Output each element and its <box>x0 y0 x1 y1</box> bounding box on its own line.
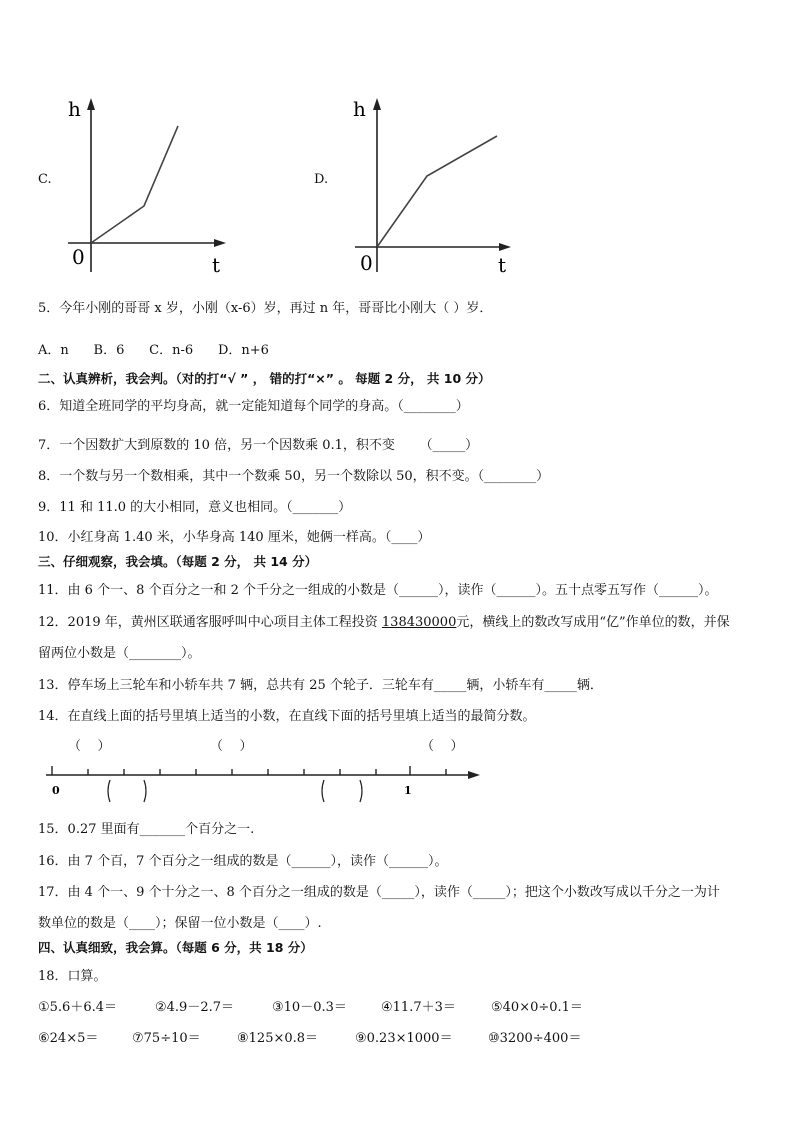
graph-d <box>345 92 525 277</box>
question-18: 18．口算。 <box>38 969 107 984</box>
option-d-label: D. <box>314 172 329 187</box>
graph-d-origin: 0 <box>360 251 373 275</box>
number-line-one: 1 <box>404 784 412 797</box>
question-5-options: A．n B．6 C．n-6 D．n+6 <box>38 343 269 358</box>
calc-4: ④11.7＋3＝ <box>381 1000 456 1015</box>
graph-d-axis-t: t <box>498 253 507 277</box>
question-12-text-b: 元，横线上的数改写成用“亿”作单位的数，并保 <box>456 615 730 630</box>
number-line-bottom-brackets <box>108 780 362 802</box>
section-4-title: 四、认真细致，我会算。（每题 6 分，共 18 分） <box>38 940 313 955</box>
calc-6: ⑥24×5＝ <box>38 1031 99 1046</box>
question-6: 6．知道全班同学的平均身高，就一定能知道每个同学的身高。（________） <box>38 399 469 414</box>
question-17-continued: 数单位的数是（____）；保留一位小数是（____）. <box>38 916 322 931</box>
question-12-number: 138430000 <box>381 615 457 630</box>
number-line <box>40 760 490 805</box>
calc-7: ⑦75÷10＝ <box>132 1031 201 1046</box>
calc-10: ⑩3200÷400＝ <box>488 1031 582 1046</box>
question-10: 10．小红身高 1.40 米，小华身高 140 厘米，她俩一样高。（____） <box>38 530 431 545</box>
graph-c-line <box>91 126 178 243</box>
number-line-zero: 0 <box>52 784 60 797</box>
number-line-paren-top-2: （ ） <box>210 739 253 754</box>
number-line-paren-top-1: （ ） <box>68 739 111 754</box>
question-8: 8．一个数与另一个数相乘，其中一个数乘 50，另一个数除以 50，积不变。（________） <box>38 469 550 484</box>
graph-c <box>60 92 240 277</box>
question-5: 5．今年小刚的哥哥 x 岁，小刚（x-6）岁，再过 n 年，哥哥比小刚大（ ）岁． <box>38 301 493 316</box>
section-3-title: 三、仔细观察，我会填。（每题 2 分， 共 14 分） <box>38 554 318 569</box>
question-11: 11．由 6 个一、8 个百分之一和 2 个千分之一组成的小数是（______），读作（______）。五十点零五写作（______）。 <box>38 583 718 598</box>
calc-5: ⑤40×0÷0.1＝ <box>491 1000 583 1015</box>
number-line-paren-top-3: （ ） <box>421 739 464 754</box>
graph-c-origin: 0 <box>72 245 85 269</box>
calc-8: ⑧125×0.8＝ <box>237 1031 319 1046</box>
question-9: 9．11 和 11.0 的大小相同，意义也相同。（_______） <box>38 500 352 515</box>
question-12 <box>38 611 730 630</box>
question-14: 14．在直线上面的括号里填上适当的小数，在直线下面的括号里填上适当的最简分数。 <box>38 709 536 724</box>
calc-9: ⑨0.23×1000＝ <box>355 1031 453 1046</box>
question-7: 7．一个因数扩大到原数的 10 倍，另一个因数乘 0.1，积不变 （_____） <box>38 438 479 453</box>
graph-c-axis-h: h <box>68 97 81 121</box>
graph-d-line <box>377 136 497 247</box>
question-13: 13．停车场上三轮车和小轿车共 7 辆，总共有 25 个轮子．三轮车有_____辆，小轿车有_____辆． <box>38 678 603 693</box>
calc-3: ③10－0.3＝ <box>272 1000 347 1015</box>
question-15: 15．0.27 里面有_______个百分之一. <box>38 822 255 837</box>
graph-d-axis-h: h <box>353 97 366 121</box>
section-2-title: 二、认真辨析，我会判。（对的打“√ ” ， 错的打“×” 。 每题 2 分， 共 10 分） <box>38 371 491 386</box>
question-12-text-a: 12．2019 年，黄州区联通客服呼叫中心项目主体工程投资 <box>38 615 382 630</box>
calc-2: ②4.9－2.7＝ <box>155 1000 235 1015</box>
question-17: 17．由 4 个一、9 个十分之一、8 个百分之一组成的数是（_____），读作（_____）；把这个小数改写成以千分之一为计 <box>38 885 720 900</box>
question-16: 16．由 7 个百，7 个百分之一组成的数是（______），读作（______）。 <box>38 854 448 869</box>
option-c-label: C. <box>38 172 52 187</box>
graph-c-axis-t: t <box>212 253 221 277</box>
question-12-continued: 留两位小数是（________）。 <box>38 646 201 661</box>
calc-1: ①5.6＋6.4＝ <box>38 1000 118 1015</box>
